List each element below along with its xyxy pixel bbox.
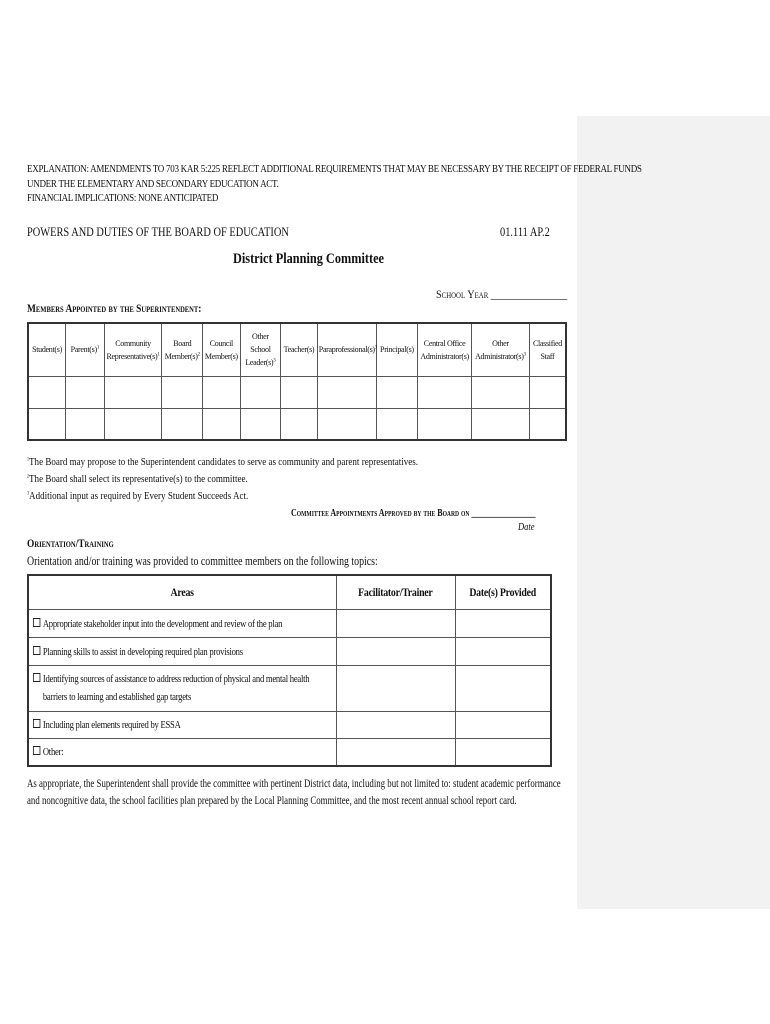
members-heading <box>27 303 240 315</box>
member-cell[interactable] <box>281 376 318 408</box>
areas-header <box>28 575 336 610</box>
member-column-label: Principal(s) <box>380 345 414 355</box>
section-header-text: POWERS AND DUTIES OF THE BOARD OF EDUCATION <box>27 224 289 239</box>
member-cell[interactable] <box>472 376 530 408</box>
school-year-blank: _______________ <box>490 287 568 301</box>
member-cell[interactable] <box>240 376 281 408</box>
member-column-header <box>529 323 566 376</box>
members-table <box>27 322 567 441</box>
member-column-label: Other <box>492 338 509 348</box>
dates-header-text: Date(s) Provided <box>469 585 537 599</box>
footnote-ref: 3 <box>374 345 377 351</box>
member-column-header <box>203 323 241 376</box>
member-column-header <box>376 323 418 376</box>
member-column-label: Member(s) <box>164 351 198 361</box>
member-column-header <box>418 323 472 376</box>
date-cell[interactable] <box>455 638 551 666</box>
member-cell[interactable] <box>376 376 418 408</box>
explanation-text-1: EXPLANATION: AMENDMENTS TO 703 KAR 5:225 REFLECT ADDITIONAL REQUIREMENTS THAT MAY BE NECESSARY BY THE RECEIPT OF FEDERAL FUNDS <box>27 163 642 175</box>
member-column-label: Student(s) <box>32 345 62 355</box>
member-cell[interactable] <box>104 408 162 440</box>
member-column-header <box>28 323 66 376</box>
policy-number <box>500 224 562 240</box>
footnote-ref: 3 <box>523 352 526 358</box>
member-column-label: Community <box>115 338 151 348</box>
area-label: Including plan elements required by ESSA <box>42 720 181 731</box>
footnote-ref: 2 <box>197 352 200 358</box>
training-row <box>28 638 551 666</box>
member-column-label: Other <box>252 332 269 342</box>
area-cell <box>28 610 336 638</box>
member-column-label: Administrator(s) <box>420 351 469 361</box>
area-label: Appropriate stakeholder input into the development and review of the plan <box>42 618 283 630</box>
member-column-label: Member(s) <box>204 351 238 361</box>
checkbox-icon[interactable] <box>33 719 40 728</box>
member-cell[interactable] <box>376 408 418 440</box>
member-column-label: Council <box>209 338 233 348</box>
footnote-1-text: The Board may propose to the Superintendent candidates to serve as community and parent representatives. <box>29 456 419 468</box>
member-column-header <box>472 323 530 376</box>
explanation-line-2 <box>27 178 334 190</box>
school-year <box>436 287 590 302</box>
financial-implications <box>27 192 260 204</box>
orientation-intro <box>27 554 471 569</box>
board-approval-date-blank: ________________ <box>471 508 536 519</box>
training-row <box>28 712 551 739</box>
members-header-row <box>28 323 566 376</box>
member-column-label: Teacher(s) <box>283 345 315 355</box>
closing-line-1: As appropriate, the Superintendent shall provide the committee with pertinent District data, including but not limited to: student academic performance <box>27 776 561 790</box>
areas-header-text: Areas <box>170 585 194 599</box>
member-cell[interactable] <box>529 408 566 440</box>
member-column-label: Paraprofessional(s) <box>318 345 375 355</box>
area-label: Identifying sources of assistance to address reduction of physical and mental health <box>42 673 310 685</box>
footnote-3 <box>27 488 504 505</box>
member-column-label: Central Office <box>423 338 466 348</box>
member-cell[interactable] <box>66 376 105 408</box>
footnote-ref: 1 <box>157 352 160 358</box>
policy-number-text: 01.111 AP.2 <box>500 224 550 239</box>
training-row <box>28 666 551 712</box>
orientation-heading <box>27 538 133 550</box>
closing-line-2: and noncognitive data, the school facilities plan prepared by the Local Planning Committee, and the most recent annual school report card. <box>27 793 517 807</box>
area-cell <box>28 739 336 766</box>
member-column-header <box>281 323 318 376</box>
footnote-2-text: The Board shall select its representative(s) to the committee. <box>29 473 248 485</box>
member-column-header <box>240 323 281 376</box>
footnote-ref: 3 <box>273 358 276 364</box>
member-column-label: Leader(s) <box>245 358 274 368</box>
member-cell[interactable] <box>162 376 203 408</box>
area-label: Other: <box>42 746 64 758</box>
training-row <box>28 610 551 638</box>
member-column-label: Classified <box>532 338 562 348</box>
school-year-label: School Year <box>436 287 489 301</box>
date-cell[interactable] <box>455 712 551 739</box>
member-column-label: Board <box>173 338 192 348</box>
section-header-left <box>27 224 354 240</box>
member-cell[interactable] <box>418 376 472 408</box>
date-caption <box>518 522 537 533</box>
training-row <box>28 739 551 766</box>
financial-text: FINANCIAL IMPLICATIONS: NONE ANTICIPATED <box>27 192 219 204</box>
member-column-label: Representative(s) <box>106 351 158 361</box>
training-header-row <box>28 575 551 610</box>
member-cell[interactable] <box>203 408 241 440</box>
date-cell[interactable] <box>455 739 551 766</box>
member-column-header <box>317 323 376 376</box>
checkbox-icon[interactable] <box>33 618 40 627</box>
closing-paragraph <box>27 775 753 809</box>
explanation-line-1 <box>27 163 770 175</box>
footnote-3-number: 3 <box>27 491 30 497</box>
orientation-intro-text: Orientation and/or training was provided to committee members on the following topics: <box>27 554 378 568</box>
member-cell[interactable] <box>317 376 376 408</box>
member-cell[interactable] <box>28 376 66 408</box>
dates-header <box>455 575 551 610</box>
explanation-text-2: UNDER THE ELEMENTARY AND SECONDARY EDUCATION ACT. <box>27 178 279 190</box>
member-cell[interactable] <box>317 408 376 440</box>
footnotes <box>27 454 504 505</box>
page-title-text: District Planning Committee <box>233 251 384 267</box>
members-row <box>28 408 566 440</box>
area-cell <box>28 712 336 739</box>
footnote-ref: 1 <box>96 345 100 351</box>
area-label-continued: barriers to learning and established gap targets <box>42 691 192 703</box>
members-row <box>28 376 566 408</box>
checkbox-icon[interactable] <box>33 746 40 755</box>
date-cell[interactable] <box>455 610 551 638</box>
member-cell[interactable] <box>472 408 530 440</box>
member-column-header <box>66 323 105 376</box>
footnote-2 <box>27 471 504 488</box>
area-cell <box>28 666 336 712</box>
member-column-header <box>104 323 162 376</box>
member-cell[interactable] <box>240 408 281 440</box>
facilitator-cell[interactable] <box>336 610 455 638</box>
member-cell[interactable] <box>104 376 162 408</box>
member-column-label: School <box>250 345 271 355</box>
footnote-1-number: 1 <box>27 457 30 463</box>
footnote-1 <box>27 454 504 471</box>
member-cell[interactable] <box>529 376 566 408</box>
training-table <box>27 574 552 767</box>
facilitator-cell[interactable] <box>336 638 455 666</box>
area-cell <box>28 638 336 666</box>
orientation-heading-text: Orientation/Training <box>27 538 114 550</box>
member-column-header <box>162 323 203 376</box>
member-column-label: Administrator(s) <box>475 351 524 361</box>
footnote-3-text: Additional input as required by Every Student Succeeds Act. <box>29 490 249 502</box>
page-title <box>233 251 417 268</box>
board-approval-label: Committee Appointments Approved by the Board on <box>291 508 470 519</box>
facilitator-cell[interactable] <box>336 712 455 739</box>
checkbox-icon[interactable] <box>33 646 40 655</box>
member-cell[interactable] <box>162 408 203 440</box>
member-cell[interactable] <box>28 408 66 440</box>
facilitator-header-text: Facilitator/Trainer <box>358 585 433 599</box>
member-column-label: Parent(s) <box>70 345 97 355</box>
facilitator-header <box>336 575 455 610</box>
footnote-2-number: 2 <box>27 474 30 480</box>
members-heading-text: Members Appointed by the Superintendent: <box>27 303 202 315</box>
checkbox-icon[interactable] <box>33 673 40 682</box>
area-label: Planning skills to assist in developing required plan provisions <box>42 646 243 658</box>
member-cell[interactable] <box>418 408 472 440</box>
facilitator-cell[interactable] <box>336 666 455 712</box>
member-column-label: Staff <box>540 351 555 361</box>
date-caption-text: Date <box>518 522 535 533</box>
member-cell[interactable] <box>66 408 105 440</box>
date-cell[interactable] <box>455 666 551 712</box>
member-cell[interactable] <box>203 376 241 408</box>
member-cell[interactable] <box>281 408 318 440</box>
board-approval <box>291 508 597 519</box>
facilitator-cell[interactable] <box>336 739 455 766</box>
